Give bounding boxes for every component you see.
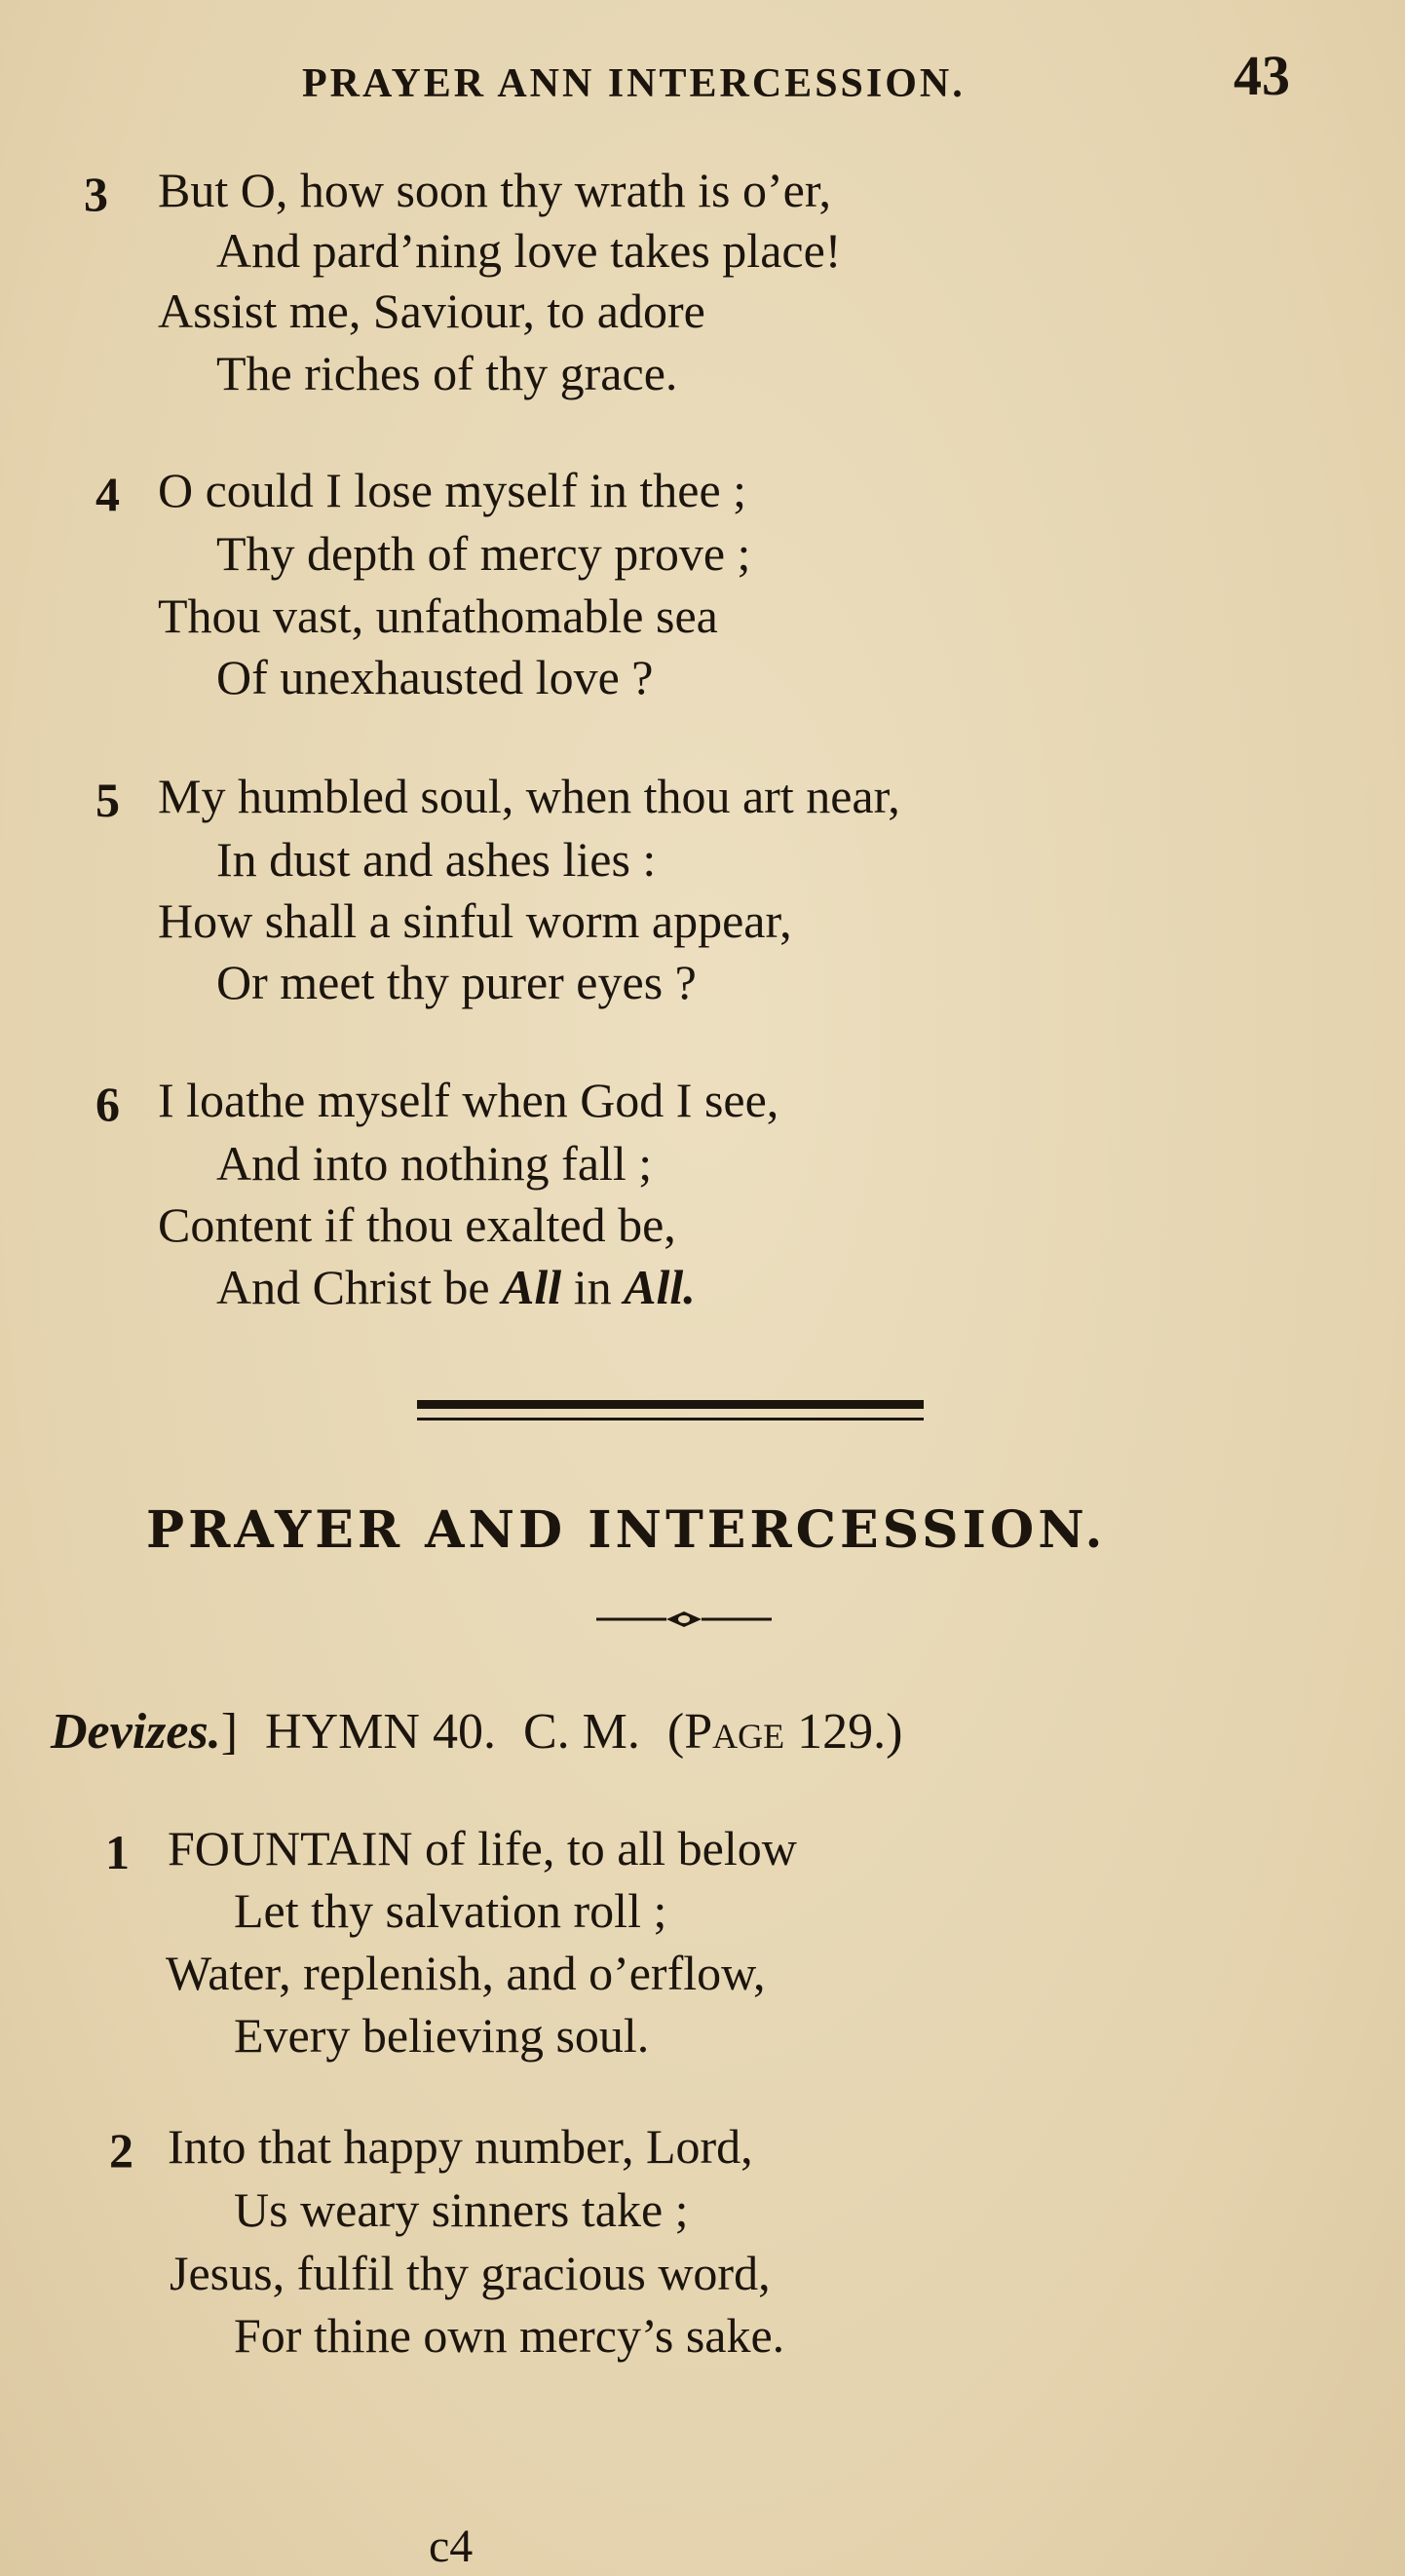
verse-number: 1 bbox=[105, 1825, 130, 1879]
verse-number: 3 bbox=[84, 167, 108, 221]
verse-line: Jesus, fulfil thy gracious word, bbox=[170, 2246, 771, 2300]
section-title: PRAYER AND INTERCESSION. bbox=[146, 1500, 1107, 1560]
verse-line: Of unexhausted love ? bbox=[216, 650, 654, 704]
verse-line: Into that happy number, Lord, bbox=[168, 2119, 753, 2174]
verse-number: 5 bbox=[95, 773, 120, 827]
verse-number: 4 bbox=[95, 467, 120, 521]
verse-line: I loathe myself when God I see, bbox=[158, 1073, 779, 1127]
tune-name: Devizes. bbox=[51, 1704, 221, 1760]
verse-line: But O, how soon thy wrath is o’er, bbox=[158, 163, 831, 217]
page-number: 43 bbox=[1234, 44, 1290, 107]
verse-line: Water, replenish, and o’erflow, bbox=[166, 1946, 766, 2000]
verse-line: How shall a sinful worm appear, bbox=[158, 893, 792, 948]
verse-line: Every believing soul. bbox=[234, 2008, 650, 2063]
page-reference: (Page 129.) bbox=[666, 1704, 903, 1760]
verse-number: 6 bbox=[95, 1077, 120, 1131]
verse-number: 2 bbox=[109, 2123, 133, 2178]
italic-word: All bbox=[502, 1260, 562, 1314]
running-head: PRAYER ANN INTERCESSION. bbox=[302, 61, 966, 106]
italic-word: All. bbox=[624, 1260, 696, 1314]
verse-line: Content if thou exalted be, bbox=[158, 1197, 676, 1252]
verse-line: Assist me, Saviour, to adore bbox=[158, 284, 705, 338]
verse-line: Us weary sinners take ; bbox=[234, 2182, 689, 2237]
hymn-meter: C. M. bbox=[522, 1704, 640, 1760]
line-text: And Christ be bbox=[216, 1260, 503, 1314]
verse-line: Thy depth of mercy prove ; bbox=[216, 526, 751, 581]
verse-line: The riches of thy grace. bbox=[216, 346, 678, 400]
line-text: in bbox=[561, 1260, 625, 1314]
ornament-icon bbox=[596, 1608, 772, 1631]
verse-line: And pard’ning love takes place! bbox=[216, 223, 842, 278]
verse-line: For thine own mercy’s sake. bbox=[234, 2308, 785, 2363]
hymn-heading bbox=[51, 1703, 902, 1761]
verse-line: In dust and ashes lies : bbox=[216, 832, 657, 887]
verse-line bbox=[216, 1260, 696, 1314]
signature-mark: c4 bbox=[429, 2520, 474, 2572]
verse-line: Or meet thy purer eyes ? bbox=[216, 955, 697, 1009]
verse-line: My humbled soul, when thou art near, bbox=[158, 769, 900, 823]
verse-line: Let thy salvation roll ; bbox=[234, 1883, 667, 1938]
verse-line: O could I lose myself in thee ; bbox=[158, 463, 747, 517]
verse-line: Thou vast, unfathomable sea bbox=[158, 588, 718, 643]
verse-line: And into nothing fall ; bbox=[216, 1136, 653, 1191]
hymn-label: HYMN 40. bbox=[265, 1704, 496, 1760]
divider-rule-thin bbox=[417, 1418, 924, 1421]
divider-rule-thick bbox=[417, 1400, 924, 1409]
verse-line: FOUNTAIN of life, to all below bbox=[168, 1821, 797, 1875]
bracket: ] bbox=[220, 1704, 239, 1760]
